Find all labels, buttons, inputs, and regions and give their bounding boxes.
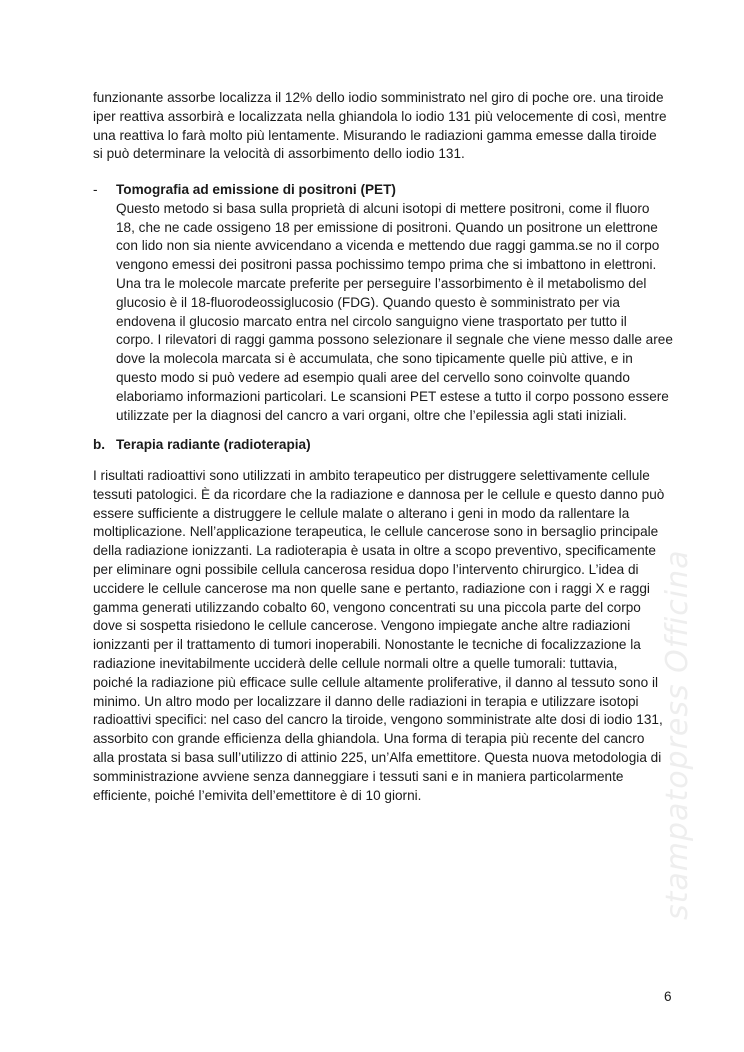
text-line: della radiazione ionizzanti. La radioterapia è usata in oltre a scopo preventivo, specificamente (93, 543, 656, 559)
text-line: radioattivi specifici: nel caso del cancro la tiroide, vengono somministrate alte dosi di iodio 131, (93, 712, 663, 728)
radiotherapy-paragraph (93, 467, 673, 805)
text-line: corpo. I rilevatori di raggi gamma possono selezionare il segnale che viene messo dalle aree (116, 332, 673, 348)
text-line: per eliminare ogni possibile cellula cancerosa residua dopo l’intervento chirurgico. L’idea di (93, 561, 639, 577)
text-line: iper reattiva assorbirà e localizzata nella ghiandola lo iodio 131 più velocemente di così, mentre (93, 108, 667, 124)
text-line: 18, che ne cade ossigeno 18 per emissione di positroni. Quando un positrone un elettrone (116, 219, 658, 235)
text-line: I risultati radioattivi sono utilizzati in ambito terapeutico per distruggere selettivamente cellule (93, 468, 650, 483)
text-line: assorbito con grande efficienza della ghiandola. Una forma di terapia più recente del cancro (93, 731, 645, 747)
section-title: Terapia radiante (radioterapia) (116, 437, 311, 452)
text-line: minimo. Un altro modo per localizzare il danno delle radiazioni in terapia e utilizzare isotopi (93, 693, 639, 709)
text-line: glucosio è il 18-fluorodeossiglucosio (FDG). Quando questo è somministrato per via (116, 294, 620, 310)
text-line: funzionante assorbe localizza il 12% dello iodio somministrato nel giro di poche ore. una tiroide (93, 90, 664, 105)
text-line: con lido non sia niente avvicendano a vicenda e mettendo due raggi gamma.se no il corpo (116, 238, 660, 254)
text-line: si può determinare la velocità di assorbimento dello iodio 131. (93, 146, 465, 162)
text-line: poiché la radiazione più efficace sulle cellule altamente proliferative, il danno al tessuto sono il (93, 674, 658, 690)
text-line: gamma generati utilizzando cobalto 60, vengono concentrati su una piccola parte del corpo (93, 599, 641, 615)
text-line: essere sufficiente a distruggere le cellule malate o alterano i geni in modo da rallentare la (93, 505, 630, 521)
text-line: Questo metodo si basa sulla proprietà di alcuni isotopi di mettere positroni, come il fluoro (116, 200, 650, 216)
watermark: stampatopress Officina (660, 549, 695, 920)
text-line: Una tra le molecole marcate preferite per perseguire l’assorbimento è il metabolismo del (116, 275, 647, 291)
text-line: uccidere le cellule cancerose ma non quelle sane e pertanto, radiazione con i raggi X e raggi (93, 580, 650, 596)
section-letter: b. (93, 437, 106, 452)
text-line: dove la molecola marcata si è accumulata, che sono tipicamente quelle più attive, e in (116, 351, 633, 367)
text-line: somministrazione avviene senza danneggiare i tessuti sani e in maniera particolarmente (93, 768, 624, 784)
section-b-heading (93, 436, 311, 455)
text-line: radiazione inevitabilmente ucciderà delle cellule normali oltre a quelle tumorali: tuttavia, (93, 655, 618, 671)
text-line: ionizzanti per il trattamento di tumori inoperabili. Nonostante le tecniche di focalizzazione la (93, 637, 641, 653)
text-line: efficiente, poiché l’emivita dell’emettitore è di 10 giorni. (93, 787, 422, 803)
text-line: moltiplicazione. Nell’applicazione terapeutica, le cellule cancerose sono in bersaglio principale (93, 524, 659, 540)
text-line: tessuti patologici. È da ricordare che la radiazione e dannosa per le cellule e questo danno può (93, 486, 665, 502)
text-line: elaboriamo informazioni particolari. Le scansioni PET estese a tutto il corpo possono essere (116, 388, 669, 404)
text-line: utilizzate per la diagnosi del cancro a vari organi, oltre che l’epilessia agli stati iniziali. (116, 407, 627, 423)
pet-section-title: Tomografia ad emissione di positroni (PET) (116, 182, 396, 197)
intro-paragraph (93, 89, 673, 164)
text-line: vengono emessi dei positroni passa pochissimo tempo prima che si imbattono in elettroni. (116, 257, 657, 273)
text-line: alla prostata si basa sull’utilizzo di attinio 225, un’Alfa emettitore. Questa nuova metodologia di (93, 749, 662, 765)
text-line: dove si sospetta risiedono le cellule cancerose. Vengono impiegate anche altre radiazioni (93, 618, 631, 634)
pet-section-body (116, 181, 673, 425)
text-line: una reattiva lo farà molto più lentamente. Misurando le radiazioni gamma emesse dalla tiroide (93, 127, 657, 143)
text-line: endovena il glucosio marcato entra nel circolo sanguigno viene trasportato per tutto il (116, 313, 627, 329)
bullet-dash: - (93, 182, 98, 197)
text-line: questo modo si può vedere ad esempio quali aree del cervello sono coinvolte quando (116, 369, 630, 385)
page-number: 6 (664, 989, 672, 1004)
